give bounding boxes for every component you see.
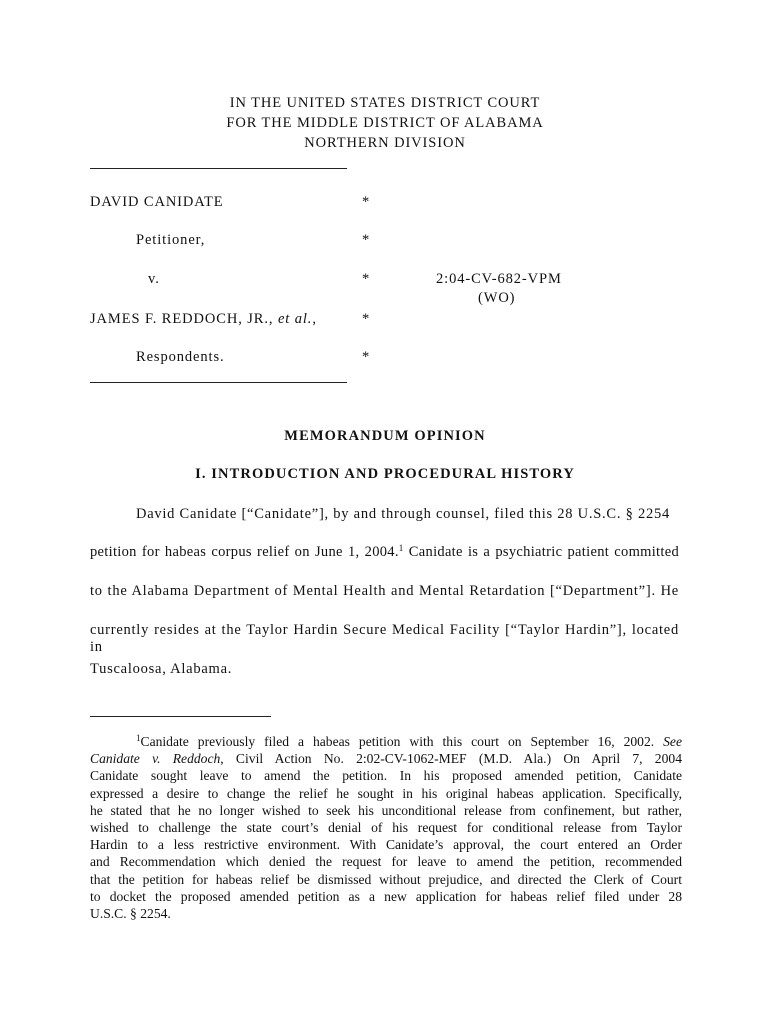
caption-separator: *	[362, 349, 371, 365]
body-line-2	[90, 544, 679, 561]
body-line-1: David Canidate [“Canidate”], by and through counsel, filed this 28 U.S.C. § 2254	[136, 506, 670, 522]
body-line-2-text-a: petition for habeas corpus relief on June 1, 2004.	[90, 544, 399, 560]
footnote-line: that the petition for habeas relief be dismissed without prejudice, and directed the Clerk of Court	[90, 871, 682, 887]
body-line-3: to the Alabama Department of Mental Health and Mental Retardation [“Department”]. He	[90, 583, 679, 599]
footnote-separator	[90, 716, 271, 717]
section-heading: I. INTRODUCTION AND PROCEDURAL HISTORY	[195, 466, 575, 482]
footnote-reference: 1	[398, 543, 404, 553]
footnote-line: to docket the proposed amended petition as a new application for habeas relief filed under 28	[90, 888, 682, 904]
footnote-line: Canidate sought leave to amend the petition. In his proposed amended petition, Canidate	[90, 768, 682, 784]
footnote-line: $^1$Canidate previously filed a habeas petition with this court on September 16, 2002. See	[136, 733, 682, 749]
versus-label: v.	[148, 271, 160, 287]
respondent-role: Respondents.	[136, 349, 225, 365]
footnote-signal: See	[663, 734, 682, 749]
caption-bottom-rule	[90, 382, 347, 383]
body-line-2-text-b: Canidate is a psychiatric patient committed	[403, 544, 679, 560]
case-designation: (WO)	[478, 290, 516, 306]
court-district-line: FOR THE MIDDLE DISTRICT OF ALABAMA	[226, 115, 544, 131]
footnote-marker: 1	[136, 733, 141, 743]
opinion-title: MEMORANDUM OPINION	[284, 428, 486, 444]
caption-separator: *	[362, 311, 371, 327]
respondent-comma: ,	[312, 311, 317, 327]
caption-separator: *	[362, 194, 371, 210]
footnote-line: U.S.C. § 2254.	[90, 906, 171, 922]
footnote-case-name: Canidate v. Reddoch	[90, 751, 221, 767]
respondent-et-al: et al.	[277, 311, 313, 327]
court-name-line: IN THE UNITED STATES DISTRICT COURT	[229, 95, 541, 111]
footnote-line: wished to challenge the state court’s denial of his request for conditional release from Taylor	[90, 820, 682, 836]
respondent-name-text: JAMES F. REDDOCH, JR.,	[90, 311, 278, 327]
court-division-line: NORTHERN DIVISION	[304, 135, 466, 151]
petitioner-role: Petitioner,	[136, 232, 206, 248]
respondent-name	[90, 311, 317, 328]
body-line-4: currently resides at the Taylor Hardin Secure Medical Facility [“Taylor Hardin”], located in	[90, 622, 679, 655]
footnote	[90, 733, 682, 922]
caption-top-rule	[90, 168, 347, 169]
footnote-line: expressed a desire to change the relief he sought in his original habeas application. Specifically,	[90, 785, 682, 801]
footnote-line: Canidate v. Reddoch, Civil Action No. 2:02-CV-1062-MEF (M.D. Ala.) On April 7, 2004	[90, 751, 682, 767]
footnote-line: Hardin to a less restrictive environment. With Canidate’s approval, the court entered an Order	[90, 837, 682, 853]
footnote-line: he stated that he no longer wished to seek his unconditional release from confinement, but rather,	[90, 802, 682, 818]
caption-separator: *	[362, 232, 371, 248]
case-number: 2:04-CV-682-VPM	[436, 271, 562, 287]
footnote-line: and Recommendation which denied the request for leave to amend the petition, recommended	[90, 854, 682, 870]
caption-separator: *	[362, 271, 371, 287]
petitioner-name: DAVID CANIDATE	[90, 194, 224, 210]
body-line-5: Tuscaloosa, Alabama.	[90, 661, 233, 677]
